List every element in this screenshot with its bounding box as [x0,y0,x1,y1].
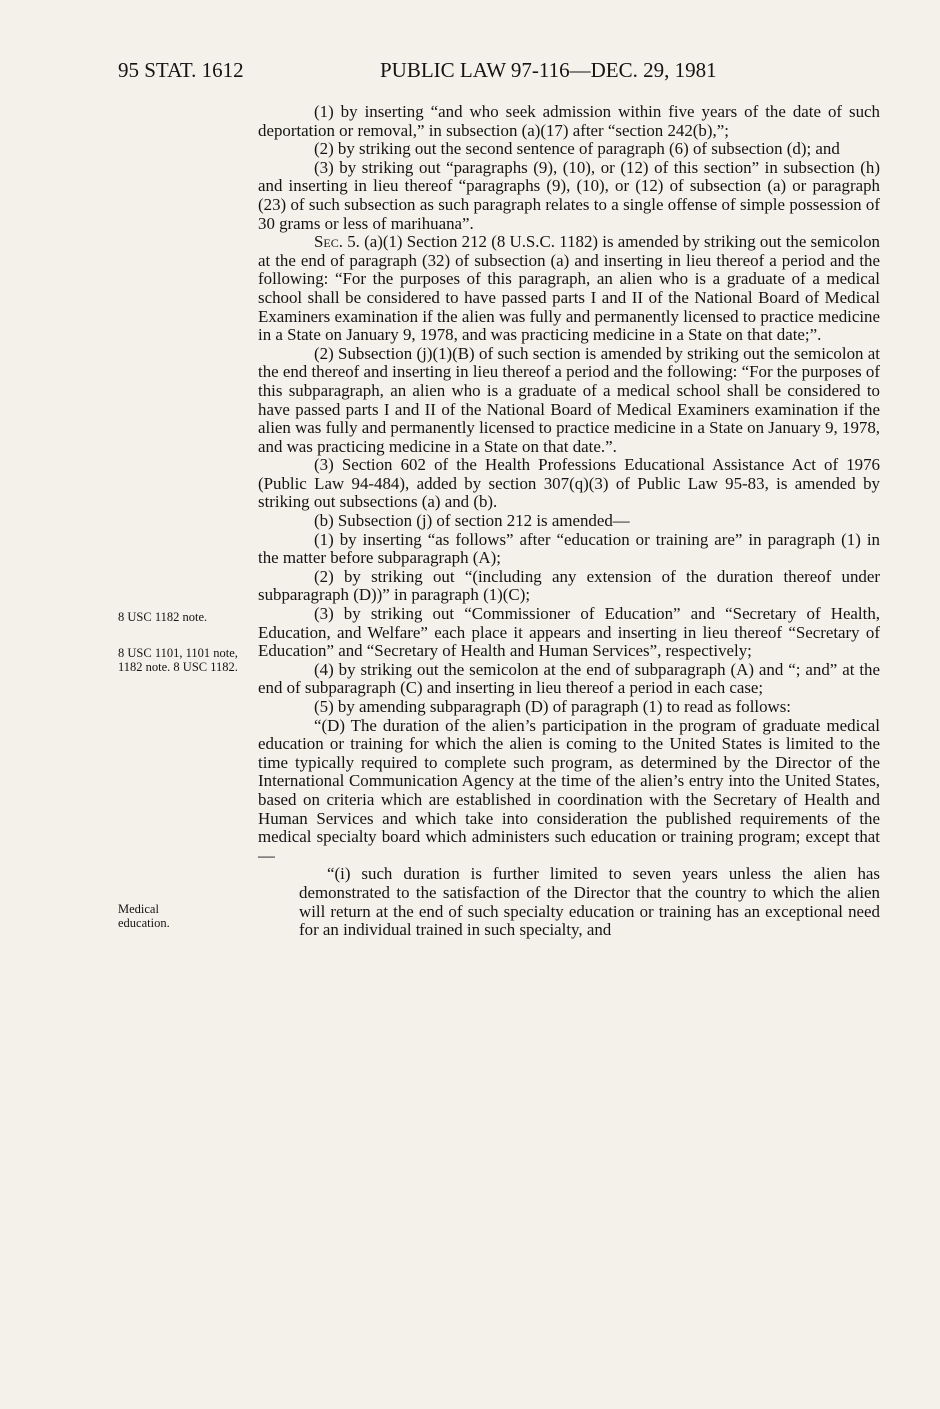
paragraph: (b) Subsection (j) of section 212 is amended— [314,511,630,531]
paragraph: (2) by striking out the second sentence of paragraph (6) of subsection (d); and [314,139,840,159]
section-label: Sec. [314,232,343,252]
public-law-heading: PUBLIC LAW 97-116—DEC. 29, 1981 [380,58,717,82]
paragraph: (5) by amending subparagraph (D) of paragraph (1) to read as follows: [314,697,791,716]
section-5-paragraph [258,233,880,345]
paragraph: (2) Subsection (j)(1)(B) of such section is amended by striking out the semicolon at the end thereof and inserting in lieu thereof a period and the following: “For the purposes of this subparagraph, an alien who is a graduate of a medical school shall be considered to have passed parts I and II of the National Board of Medical Examiners examination if the alien was fully and permanently licensed to practice medicine in a State on January 9, 1978, and was practicing medicine in a State on that date.”. [258,343,880,456]
paragraph: “(D) The duration of the alien’s participation in the program of graduate medical education or training for which the alien is coming to the United States is limited to the time typically required to complete such program, as determined by the Director of the International Communication Agency at the time of the alien’s entry into the United States, based on criteria which are established in coordination with the Secretary of Health and Human Services and which take into consideration the published requirements of the medical specialty board which administers such education or training program; except that— [258,715,880,865]
statute-body [258,103,880,940]
statute-page-citation: 95 STAT. 1612 [118,58,244,82]
clause-paragraph: “(i) such duration is further limited to seven years unless the alien has demonstrated to the satisfaction of the Director that the country to which the alien will return at the end of such specialty education or training has an exceptional need for an individual trained in such specialty, and [299,864,880,940]
page-header [0,58,940,98]
section-5-text: 5. (a)(1) Section 212 (8 U.S.C. 1182) is amended by striking out the semicolon at the end of paragraph (32) of subsection (a) and inserting in lieu thereof a period and the following: “For the purposes of this paragraph, an alien who is a graduate of a medical school shall be considered to have passed parts I and II of the National Board of Medical Examiners examination if the alien was fully and permanently licensed to practice medicine in a State on January 9, 1978, and was practicing medicine in a State on that date;”. [258,232,880,345]
margin-note-usc-1182: 8 USC 1182 note. [118,610,208,624]
margin-note-medical-education: Medical education. [118,902,170,930]
paragraph: (1) by inserting “and who seek admission within five years of the date of such deportation or removal,” in subsection (a)(17) after “section 242(b),”; [258,102,880,140]
paragraph: (3) Section 602 of the Health Professions Educational Assistance Act of 1976 (Public Law 94-484), added by section 307(q)(3) of Public Law 95-83, is amended by striking out subsections (a) and (b). [258,455,880,512]
margin-note-usc-1101: 8 USC 1101, 1101 note, 1182 note. 8 USC 1182. [118,646,238,674]
paragraph: (4) by striking out the semicolon at the end of subparagraph (A) and “; and” at the end of subparagraph (C) and inserting in lieu thereof a period in each case; [258,659,880,698]
paragraph: (2) by striking out “(including any extension of the duration thereof under subparagraph (D))” in paragraph (1)(C); [258,566,880,605]
paragraph: (3) by striking out “paragraphs (9), (10), or (12) of this section” in subsection (h) and inserting in lieu thereof “paragraphs (9), (10), or (12) of subsection (a) or paragraph (23) of such subsection as such paragraph relates to a single offense of simple possession of 30 grams or less of marihuana”. [258,157,880,233]
paragraph: (1) by inserting “as follows” after “education or training are” in paragraph (1) in the matter before subparagraph (A); [258,529,880,568]
paragraph: (3) by striking out “Commissioner of Education” and “Secretary of Health, Education, and Welfare” each place it appears and inserting in lieu thereof “Secretary of Education” and “Secretary of Health and Human Services”, respectively; [258,604,880,661]
